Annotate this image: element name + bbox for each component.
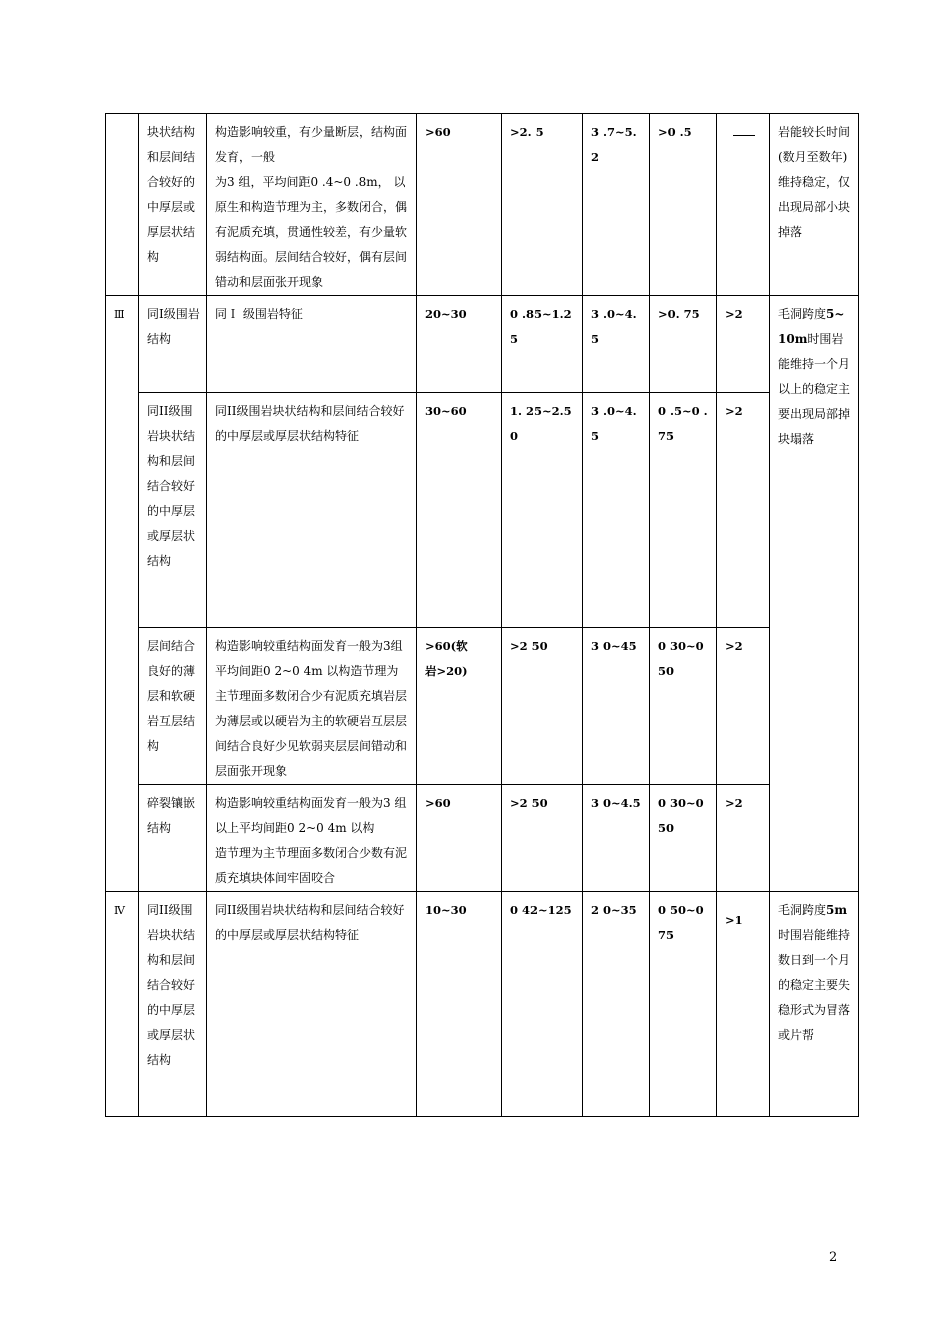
stability-text-c: 时围岩能维持数日到一个月的稳定主要失稳形式为冒落或片帮: [778, 928, 851, 1042]
grade-cell: Ⅳ: [106, 892, 139, 1117]
stability-text-c: 时围岩能维持一个月以上的稳定主要出现局部掉块塌落: [778, 332, 851, 446]
value-cell-3: 2 0~35: [583, 892, 650, 1117]
description-cell: 同Ｉ 级围岩特征: [207, 296, 417, 393]
table-row: [106, 628, 859, 785]
stability-cell: [770, 296, 859, 892]
value-cell-5: [717, 114, 770, 296]
value-cell-4: 0 .5~0 .75: [650, 393, 717, 628]
structure-cell: 同II级围岩块状结构和层间结合较好的中厚层或厚层状结构: [139, 892, 207, 1117]
description-cell: 构造影响较重，有少量断层，结构面发育，一般 为3 组，平均间距0 .4~0 .8m， 以原生和构造节理为主，多数闭合，偶有泥质充填，贯通性较差，有少量软弱结构面。层间结合较好，偶有层间错动和层面张开现象: [207, 114, 417, 296]
grade-cell: Ⅲ: [106, 296, 139, 892]
value-cell-3: 3 .0~4.5: [583, 296, 650, 393]
stability-cell: 岩能较长时间(数月至数年)维持稳定，仅出现局部小块掉落: [770, 114, 859, 296]
table-row: [106, 393, 859, 628]
value-cell-1-line-a: >60(软: [425, 639, 468, 653]
structure-cell: 碎裂镶嵌结构: [139, 785, 207, 892]
value-cell-5: >2: [717, 296, 770, 393]
value-cell-2: 1. 25~2.50: [502, 393, 583, 628]
value-cell-1: 10~30: [417, 892, 502, 1117]
table-row: [106, 892, 859, 1117]
stability-span-value: 5~10m: [778, 307, 845, 346]
table-row: [106, 785, 859, 892]
value-cell-4: 0 50~0 75: [650, 892, 717, 1117]
page-number: 2: [829, 1250, 838, 1265]
value-cell-1: >60: [417, 114, 502, 296]
value-cell-3: 3 .0~4.5: [583, 393, 650, 628]
stability-text-a: 毛洞跨度: [778, 307, 827, 321]
structure-cell: 同I级围岩结构: [139, 296, 207, 393]
value-cell-5: >2: [717, 628, 770, 785]
value-cell-5: >1: [717, 892, 770, 1117]
value-cell-4: >0 .5: [650, 114, 717, 296]
value-cell-1: >60: [417, 785, 502, 892]
description-cell: 构造影响较重结构面发育一般为3组平均间距0 2~0 4m 以构造节理为主节理面多数闭合少有泥质充填岩层为薄层或以硬岩为主的软硬岩互层层间结合良好少见软弱夹层层间错动和层面张开现象: [207, 628, 417, 785]
value-cell-5: >2: [717, 393, 770, 628]
value-cell-1-line-b: 岩>20): [425, 664, 468, 678]
value-cell-2: >2 50: [502, 785, 583, 892]
structure-cell: 层间结合良好的薄层和软硬岩互层结构: [139, 628, 207, 785]
grade-cell: [106, 114, 139, 296]
value-cell-3: 3 .7~5. 2: [583, 114, 650, 296]
empty-dash: [733, 135, 755, 136]
value-cell-2: >2 50: [502, 628, 583, 785]
value-cell-3: 3 0~45: [583, 628, 650, 785]
table-row: [106, 296, 859, 393]
value-cell-2: 0 42~125: [502, 892, 583, 1117]
rock-classification-table: [105, 113, 859, 1117]
value-cell-4: 0 30~0 50: [650, 785, 717, 892]
description-cell: 构造影响较重结构面发育一般为3 组以上平均间距0 2~0 4m 以构 造节理为主节理面多数闭合少数有泥质充填块体间牢固咬合: [207, 785, 417, 892]
value-cell-3: 3 0~4.5: [583, 785, 650, 892]
value-cell-4: >0. 75: [650, 296, 717, 393]
value-cell-1: 20~30: [417, 296, 502, 393]
table-row: [106, 114, 859, 296]
value-cell-4: 0 30~0 50: [650, 628, 717, 785]
value-cell-5: >2: [717, 785, 770, 892]
stability-cell: [770, 892, 859, 1117]
value-cell-1: [417, 628, 502, 785]
stability-text-a: 毛洞跨度: [778, 903, 827, 917]
description-cell: 同II级围岩块状结构和层间结合较好的中厚层或厚层状结构特征: [207, 393, 417, 628]
structure-cell: 同II级围岩块状结构和层间结合较好的中厚层或厚层状结构: [139, 393, 207, 628]
stability-span-value: 5m: [826, 903, 848, 917]
value-cell-2: 0 .85~1.25: [502, 296, 583, 393]
description-cell: 同II级围岩块状结构和层间结合较好的中厚层或厚层状结构特征: [207, 892, 417, 1117]
structure-cell: 块状结构和层间结合较好的中厚层或厚层状结构: [139, 114, 207, 296]
value-cell-2: >2. 5: [502, 114, 583, 296]
value-cell-1: 30~60: [417, 393, 502, 628]
